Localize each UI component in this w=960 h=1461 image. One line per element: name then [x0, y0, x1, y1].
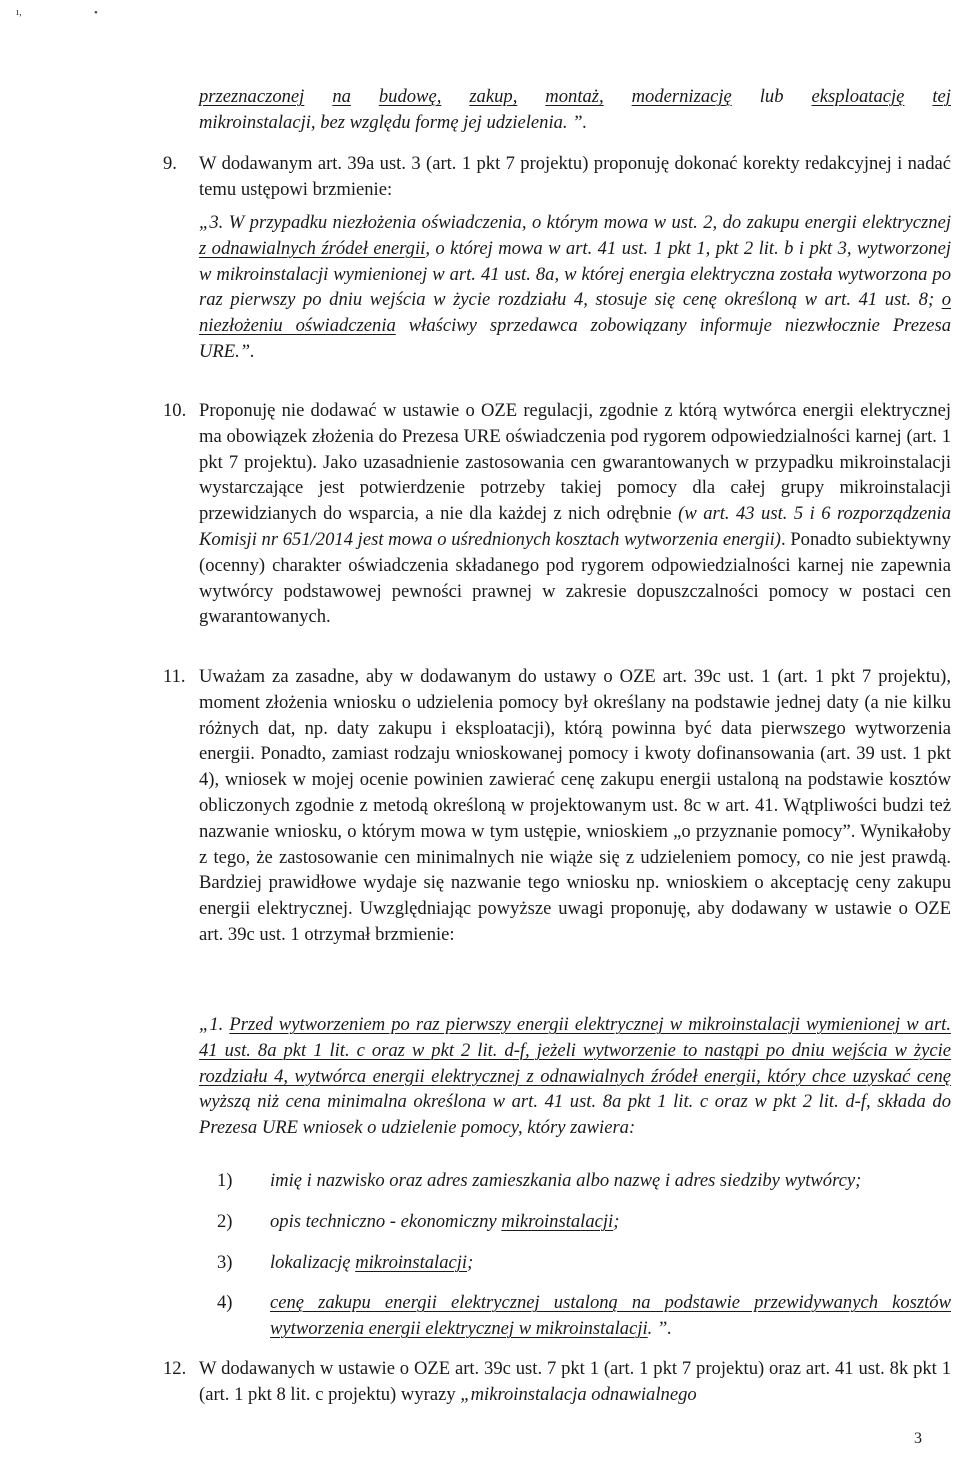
body-text: W dodawanych w ustawie o OZE art. 39c ust. 7 pkt 1 (art. 1 pkt 7 projektu) oraz art. 41 ust. 8k pkt 1 (art. 1 pkt 8 lit. c projektu) wyrazy: [199, 1358, 951, 1405]
quote-underlined: z odnawialnych źródeł energii: [199, 237, 426, 259]
list-underlined: cenę zakupu energii elektrycznej ustaloną na podstawie przewidywanych kosztów wytworzenia energii elektrycznej w mikroinstalacji: [270, 1292, 951, 1339]
list-text: ;: [613, 1211, 620, 1232]
quote-text: „1.: [199, 1014, 230, 1035]
list-item: [270, 1250, 951, 1276]
list-number: 2): [217, 1211, 233, 1232]
word: modernizację: [631, 86, 732, 107]
word: eksploatację: [811, 86, 905, 107]
italic-quote: „mikroinstalacja odnawialnego: [460, 1383, 697, 1405]
quote-text: wyższą niż cena minimalna określona w art. 41 ust. 8a pkt 1 lit. c oraz w pkt 2 lit. d-f, składa do Prezesa URE wniosek o udzielenie pomocy, który zawiera:: [199, 1091, 951, 1139]
list-number: 1): [217, 1170, 233, 1191]
body-text: Proponuję nie dodawać w ustawie o OZE regulacji, zgodnie z którą wytwórca energii elektrycznej ma obowiązek złożenia do Prezesa URE oświadczenia pod rygorem odpowiedzialności karnej (art. 1 pkt 7 projektu). Jako uzasadnienie zastosowania cen gwarantowanych w przypadku mikroinstalacji wystarczające jest potwierdzenie potrzeby takiej pomocy dla całej grupy mikroinstalacji przewidzianych do wsparcia, a nie dla każdej z nich odrębnie: [199, 400, 951, 525]
list-text: lokalizację: [270, 1252, 356, 1273]
quote-underlined: o niezłożeniu oświadczenia: [199, 289, 951, 337]
list-item: [270, 1290, 951, 1342]
word: tej: [932, 86, 951, 107]
point-number: 9.: [163, 153, 177, 174]
scan-mark: ı,: [16, 6, 22, 18]
word: przeznaczonej: [199, 86, 305, 107]
list-text: ;: [467, 1252, 474, 1273]
quote-text: , o której mowa w art. 41 ust. 1 pkt 1, pkt 2 lit. b i pkt 3, wytworzonej w mikroinstalacji wymienionej w art. 41 ust. 8a, w której energia elektryczna została wytworzona po raz pierwszy po dniu wejścia w życie rozdziału 4, stosuje się cenę określoną w art. 41 ust. 8;: [199, 237, 952, 311]
point-9-text: W dodawanym art. 39a ust. 3 (art. 1 pkt 7 projektu) proponuję dokonać korekty redakcyjnej i nadać temu ustępowi brzmienie:: [199, 153, 951, 200]
point-number: 11.: [163, 666, 186, 687]
quoted-provision-3: [199, 210, 951, 365]
point-number: 10.: [163, 400, 187, 421]
list-text: . ”.: [647, 1317, 672, 1339]
word: zakup,: [469, 86, 518, 107]
list-number: 4): [217, 1292, 233, 1313]
continuation-line-1: [199, 84, 951, 110]
italic-citation: (w art. 43 ust. 5 i 6 rozporządzenia Komisji nr 651/2014 jest mowa o uśrednionych kosztach wytworzenia energii): [199, 503, 951, 550]
word: lub: [759, 86, 784, 107]
continuation-line-2: mikroinstalacji, bez względu formę jej udzielenia. ”.: [199, 112, 588, 133]
list-text: opis techniczno - ekonomiczny: [270, 1211, 502, 1232]
list-text: imię i nazwisko oraz adres zamieszkania albo nazwę i adres siedziby wytwórcy;: [270, 1170, 862, 1191]
word: montaż,: [545, 86, 604, 107]
point-11-text: Uważam za zasadne, aby w dodawanym do ustawy o OZE art. 39c ust. 1 (art. 1 pkt 7 projektu), moment złożenia wniosku o udzielenia pomocy był określany na podstawie jednej daty (a nie kilku różnych dat, np. daty zakupu i eksploatacji), którą powinna być data pierwszego wytworzenia energii. Ponadto, zamiast rodzaju wnioskowanej pomocy i kwoty dofinansowania (art. 39 ust. 1 pkt 4), wniosek w mojej ocenie powinien zawierać cenę zakupu energii ustaloną na podstawie kosztów obliczonych zgodnie z metodą określoną w projektowanym ust. 8c w art. 41. Wątpliwości budzi też nazwanie wniosku, o którym mowa w tym ustępie, wnioskiem „o przyznanie pomocy”. Wynikałoby z tego, że zastosowanie cen minimalnych nie wiąże się z udzieleniem pomocy, co nie jest prawdą. Bardziej prawidłowe wydaje się nazwanie tego wniosku np. wnioskiem o akceptację ceny zakupu energii elektrycznej. Uwzględniając powyższe uwagi proponuję, aby dodawany w ustawie o OZE art. 39c ust. 1 otrzymał brzmienie:: [199, 666, 951, 945]
list-item: [270, 1168, 951, 1194]
quote-underlined: Przed wytworzeniem po raz pierwszy energii elektrycznej w mikroinstalacji wymienionej w art. 41 ust. 8a pkt 1 lit. c oraz w pkt 2 lit. d-f, jeżeli wytworzenie to nastąpi po dniu wejścia w życie rozdziału 4, wytwórca energii elektrycznej z odnawialnych źródeł energii, który chce uzyskać cenę: [199, 1014, 951, 1087]
word: budowę,: [378, 86, 442, 107]
quoted-provision-1: [199, 1012, 951, 1141]
scan-mark: •: [94, 7, 98, 19]
body-text: . Ponadto subiektywny (ocenny) charakter oświadczenia składanego pod rygorem odpowiedzialności karnej nie zapewnia wytwórcy podstawowej pewności prawnej w zakresie dopuszczalności pomocy w postaci cen gwarantowanych.: [199, 528, 951, 628]
quote-text: właściwy sprzedawca zobowiązany informuje niezwłocznie Prezesa URE.”.: [199, 315, 951, 362]
point-number: 12.: [163, 1358, 187, 1379]
point-12-text: [199, 1356, 951, 1408]
point-10-text: [199, 398, 951, 630]
list-item: [270, 1209, 951, 1235]
list-underlined: mikroinstalacji: [501, 1211, 614, 1232]
quote-text: „3. W przypadku niezłożenia oświadczenia, o którym mowa w ust. 2, do zakupu energii elektrycznej: [199, 212, 951, 233]
list-underlined: mikroinstalacji: [355, 1252, 468, 1273]
list-number: 3): [217, 1252, 233, 1273]
page-number: 3: [914, 1430, 922, 1447]
word: na: [332, 86, 351, 107]
